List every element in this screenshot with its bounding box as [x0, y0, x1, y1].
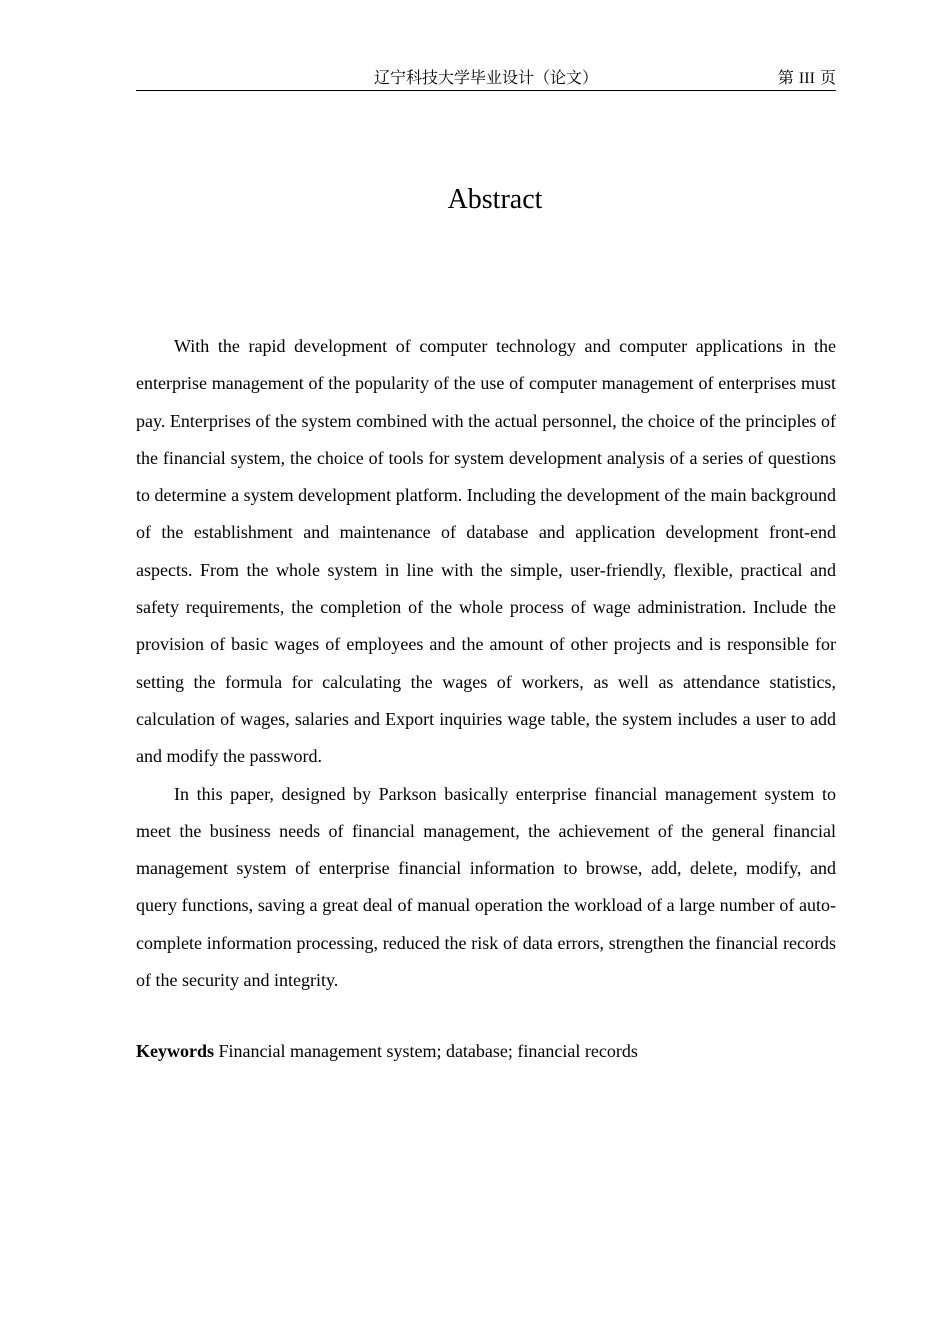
- running-header: [136, 66, 836, 91]
- page-suffix: 页: [814, 68, 836, 87]
- keywords-line: [136, 1036, 836, 1066]
- abstract-title: Abstract: [447, 184, 543, 215]
- keywords-label: Keywords: [136, 1041, 214, 1061]
- keywords-text: Financial management system; database; financial records: [214, 1041, 638, 1061]
- header-page-number: [778, 68, 836, 89]
- page-prefix: 第: [777, 68, 799, 87]
- page-number: III: [798, 70, 815, 87]
- header-title: 辽宁科技大学毕业设计（论文）: [373, 68, 598, 87]
- abstract-paragraph-1: With the rapid development of computer technology and computer applications in the enterprise management of the popularity of the use of computer management of enterprises must pay. Enterprises of the system combined with the actual personnel, the choice of the principles of the financial system, the choice of tools for system development analysis of a series of questions to determine a system development platform. Including the development of the main background of the establishment and maintenance of database and application development front-end aspects. From the whole system in line with the simple, user-friendly, flexible, practical and safety requirements, the completion of the whole process of wage administration. Include the provision of basic wages of employees and the amount of other projects and is responsible for setting the formula for calculating the wages of workers, as well as attendance statistics, calculation of wages, salaries and Export inquiries wage table, the system includes a user to add and modify the password.: [136, 336, 836, 767]
- abstract-body: [136, 328, 836, 999]
- abstract-paragraph-2: In this paper, designed by Parkson basically enterprise financial management system to meet the business needs of financial management, the achievement of the general financial management system of enterprise financial information to browse, add, delete, modify, and query functions, saving a great deal of manual operation the workload of a large number of auto-complete information processing, reduced the risk of data errors, strengthen the financial records of the security and integrity.: [136, 783, 836, 991]
